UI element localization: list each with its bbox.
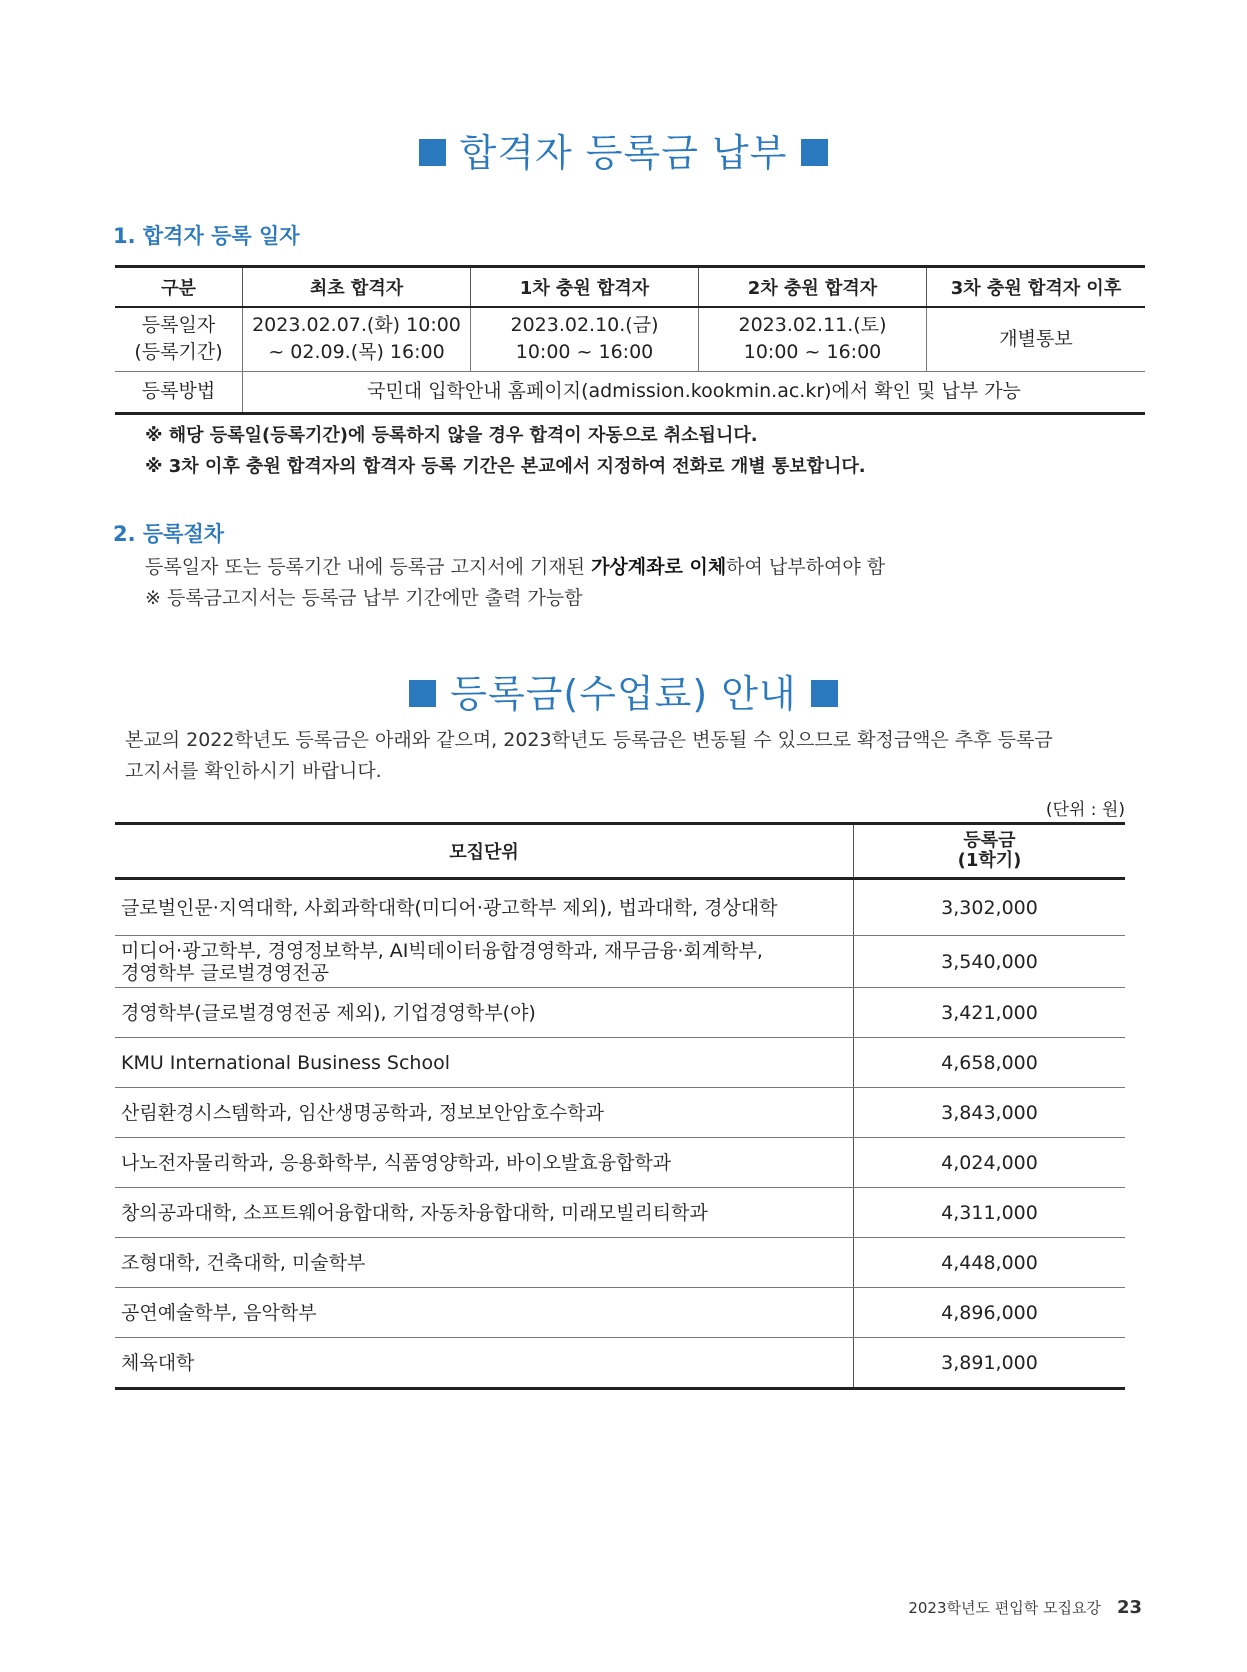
note-line: ※ 3차 이후 충원 합격자의 합격자 등록 기간은 본교에서 지정하여 전화로 개별 통보합니다. (145, 456, 866, 477)
header-cell: 3차 충원 합격자 이후 (927, 267, 1146, 308)
page-number: 23 (1116, 1597, 1142, 1618)
table-row (115, 371, 1145, 413)
table-row: 조형대학, 건축대학, 미술학부 4,448,000 (115, 1238, 1125, 1288)
table-row: 글로벌인문·지역대학, 사회과학대학(미디어·광고학부 제외), 법과대학, 경상대학 3,302,000 (115, 879, 1125, 936)
cell-second: 2023.02.11.(토) 10:00 ~ 16:00 (699, 307, 927, 371)
table-row: 체육대학 3,891,000 (115, 1338, 1125, 1389)
tuition-table (115, 822, 1125, 1390)
table-header-row (115, 267, 1145, 308)
table-header-row (115, 824, 1125, 879)
header-cell: 1차 충원 합격자 (471, 267, 699, 308)
tuition-intro: 본교의 2022학년도 등록금은 아래와 같으며, 2023학년도 등록금은 변동될 수 있으므로 확정금액은 추후 등록금 고지서를 확인하시기 바랍니다. (125, 729, 1053, 782)
table-row: 공연예술학부, 음악학부 4,896,000 (115, 1288, 1125, 1338)
notes (145, 420, 866, 482)
square-bullet-icon (801, 139, 828, 166)
note-line: ※ 해당 등록일(등록기간)에 등록하지 않을 경우 합격이 자동으로 취소됩니다. (145, 425, 758, 446)
table-row: 나노전자물리학과, 응용화학부, 식품영양학과, 바이오발효융합학과 4,024,000 (115, 1138, 1125, 1188)
page-footer (908, 1597, 1142, 1618)
square-bullet-icon (409, 680, 436, 707)
header-cell: 구분 (115, 267, 243, 308)
subheading-procedure: 2. 등록절차 (113, 522, 225, 546)
table-row: 미디어·광고학부, 경영정보학부, AI빅데이터융합경영학과, 재무금융·회계학부, 경영학부 글로벌경영전공 3,540,000 (115, 936, 1125, 988)
table-row: KMU International Business School 4,658,000 (115, 1038, 1125, 1088)
section-heading-registration (0, 122, 1247, 177)
subheading-dates: 1. 합격자 등록 일자 (113, 224, 300, 248)
table-row: 창의공과대학, 소프트웨어융합대학, 자동차융합대학, 미래모빌리티학과 4,311,000 (115, 1188, 1125, 1238)
footer-text: 2023학년도 편입학 모집요강 (908, 1599, 1101, 1617)
table-row (115, 307, 1145, 371)
unit-label: (단위 : 원) (1045, 800, 1125, 820)
header-cell: 모집단위 (115, 824, 854, 879)
procedure-text (145, 552, 885, 614)
row-label: 등록방법 (115, 371, 243, 413)
cell-method: 국민대 입학안내 홈페이지(admission.kookmin.ac.kr)에서 확인 및 납부 가능 (243, 371, 1146, 413)
header-cell: 2차 충원 합격자 (699, 267, 927, 308)
registration-date-table (115, 265, 1145, 415)
square-bullet-icon (811, 680, 838, 707)
section-title: 등록금(수업료) 안내 (450, 672, 797, 716)
cell-first: 2023.02.10.(금) 10:00 ~ 16:00 (471, 307, 699, 371)
procedure-line: 등록일자 또는 등록기간 내에 등록금 고지서에 기재된 가상계좌로 이체하여 납부하여야 함 (145, 556, 886, 578)
section-title: 합격자 등록금 납부 (459, 131, 788, 175)
procedure-note: ※ 등록금고지서는 등록금 납부 기간에만 출력 가능함 (145, 587, 583, 609)
section-heading-tuition (0, 663, 1247, 718)
table-row: 산림환경시스템학과, 임산생명공학과, 정보보안암호수학과 3,843,000 (115, 1088, 1125, 1138)
cell-third: 개별통보 (927, 307, 1146, 371)
header-cell: 최초 합격자 (243, 267, 471, 308)
table-row: 경영학부(글로벌경영전공 제외), 기업경영학부(야) 3,421,000 (115, 988, 1125, 1038)
header-cell: 등록금 (1학기) (854, 824, 1126, 879)
row-label: 등록일자 (등록기간) (115, 307, 243, 371)
square-bullet-icon (419, 139, 446, 166)
cell-initial: 2023.02.07.(화) 10:00 ~ 02.09.(목) 16:00 (243, 307, 471, 371)
